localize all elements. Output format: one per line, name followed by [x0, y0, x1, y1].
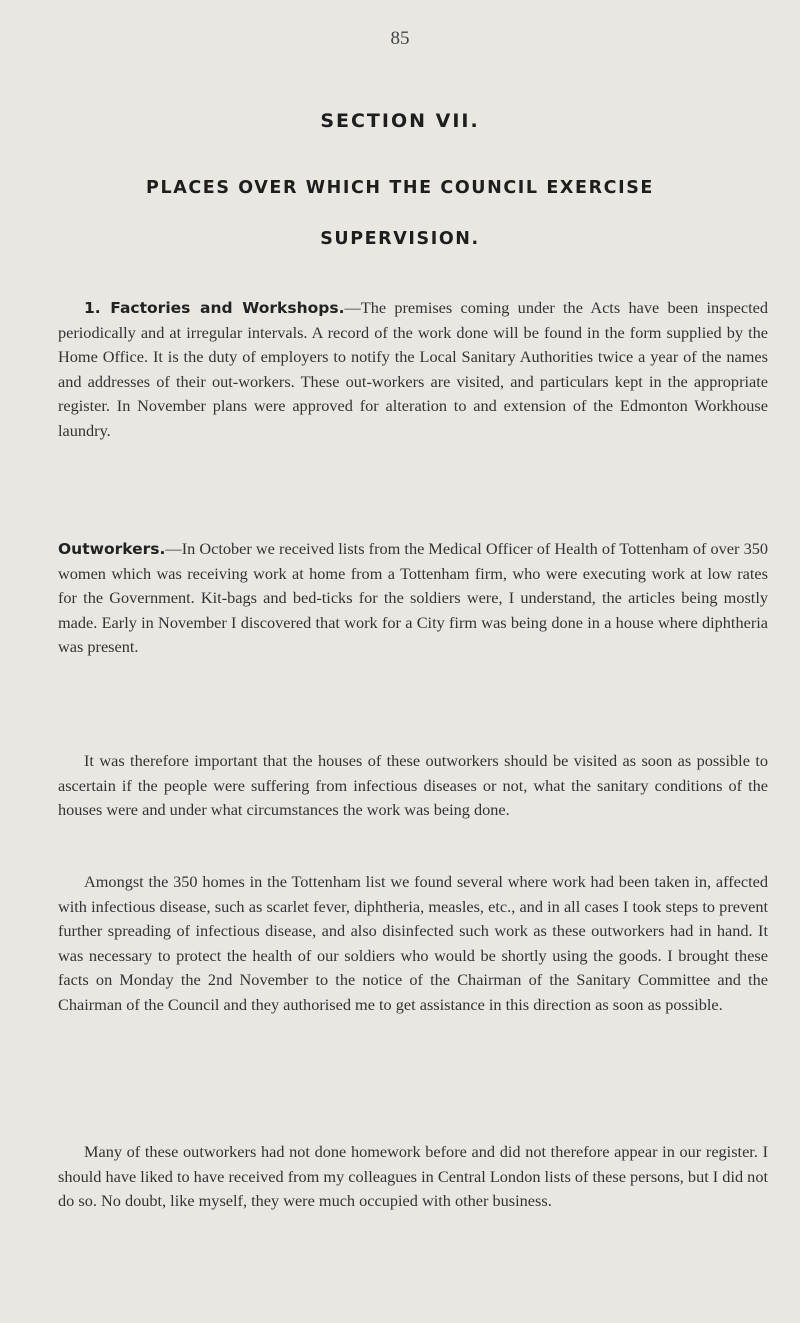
paragraph-text-register-note: Many of these outworkers had not done homework before and did not therefore appear in our register. I should have liked to have received from my colleagues in Central London lists of these persons, but I did not do so. No doubt, like myself, they were much occupied with other business. [58, 1142, 768, 1211]
section-heading-line-1: PLACES OVER WHICH THE COUNCIL EXERCISE [146, 178, 654, 198]
section-title: SECTION VII. [320, 110, 480, 132]
paragraph-text-importance-of-visits: It was therefore important that the houses of these outworkers should be visited as soon as possible to ascertain if the people were suffering from infectious diseases or not, what the sanitary conditions of the houses were and under what circumstances the work was being done. [58, 751, 768, 820]
paragraph-factories-workshops [58, 296, 768, 444]
paragraph-outworkers [58, 537, 768, 660]
section-heading-line-2: SUPERVISION. [320, 229, 480, 249]
paragraph-text-factories-workshops: —The premises coming under the Acts have been inspected periodically and at irregular intervals. A record of the work done will be found in the form supplied by the Home Office. It is the duty of employers to notify the Local Sanitary Authorities twice a year of the names and addresses of their out-workers. These out-workers are visited, and particulars kept in the appropriate register. In November plans were approved for alteration to and extension of the Edmonton Workhouse laundry. [58, 298, 769, 440]
paragraph-lead-outworkers: Outworkers. [58, 540, 166, 558]
paragraph-register-note [58, 1140, 768, 1214]
paragraph-lead-factories-workshops: 1. Factories and Workshops. [84, 299, 345, 317]
paragraph-importance-of-visits [58, 749, 768, 823]
paragraph-tottenham-homes [58, 870, 768, 1018]
paragraph-text-outworkers: —In October we received lists from the Medical Officer of Health of Tottenham of over 350 women which was receiving work at home from a Tottenham firm, who were executing work at low rates for the Government. Kit-bags and bed-ticks for the soldiers were, I understand, the articles being mostly made. Early in November I discovered that work for a City firm was being done in a house where diphtheria was present. [58, 539, 768, 657]
paragraph-text-tottenham-homes: Amongst the 350 homes in the Tottenham list we found several where work had been taken in, affected with infectious disease, such as scarlet fever, diphtheria, measles, etc., and in all cases I took steps to prevent further spreading of infectious disease, and also disinfected such work as these outworkers had in hand. It was necessary to protect the health of our soldiers who would be shortly using the goods. I brought these facts on Monday the 2nd November to the notice of the Chairman of the Sanitary Committee and the Chairman of the Council and they authorised me to get assistance in this direction as soon as possible. [58, 872, 768, 1014]
page-number: 85 [390, 28, 410, 49]
